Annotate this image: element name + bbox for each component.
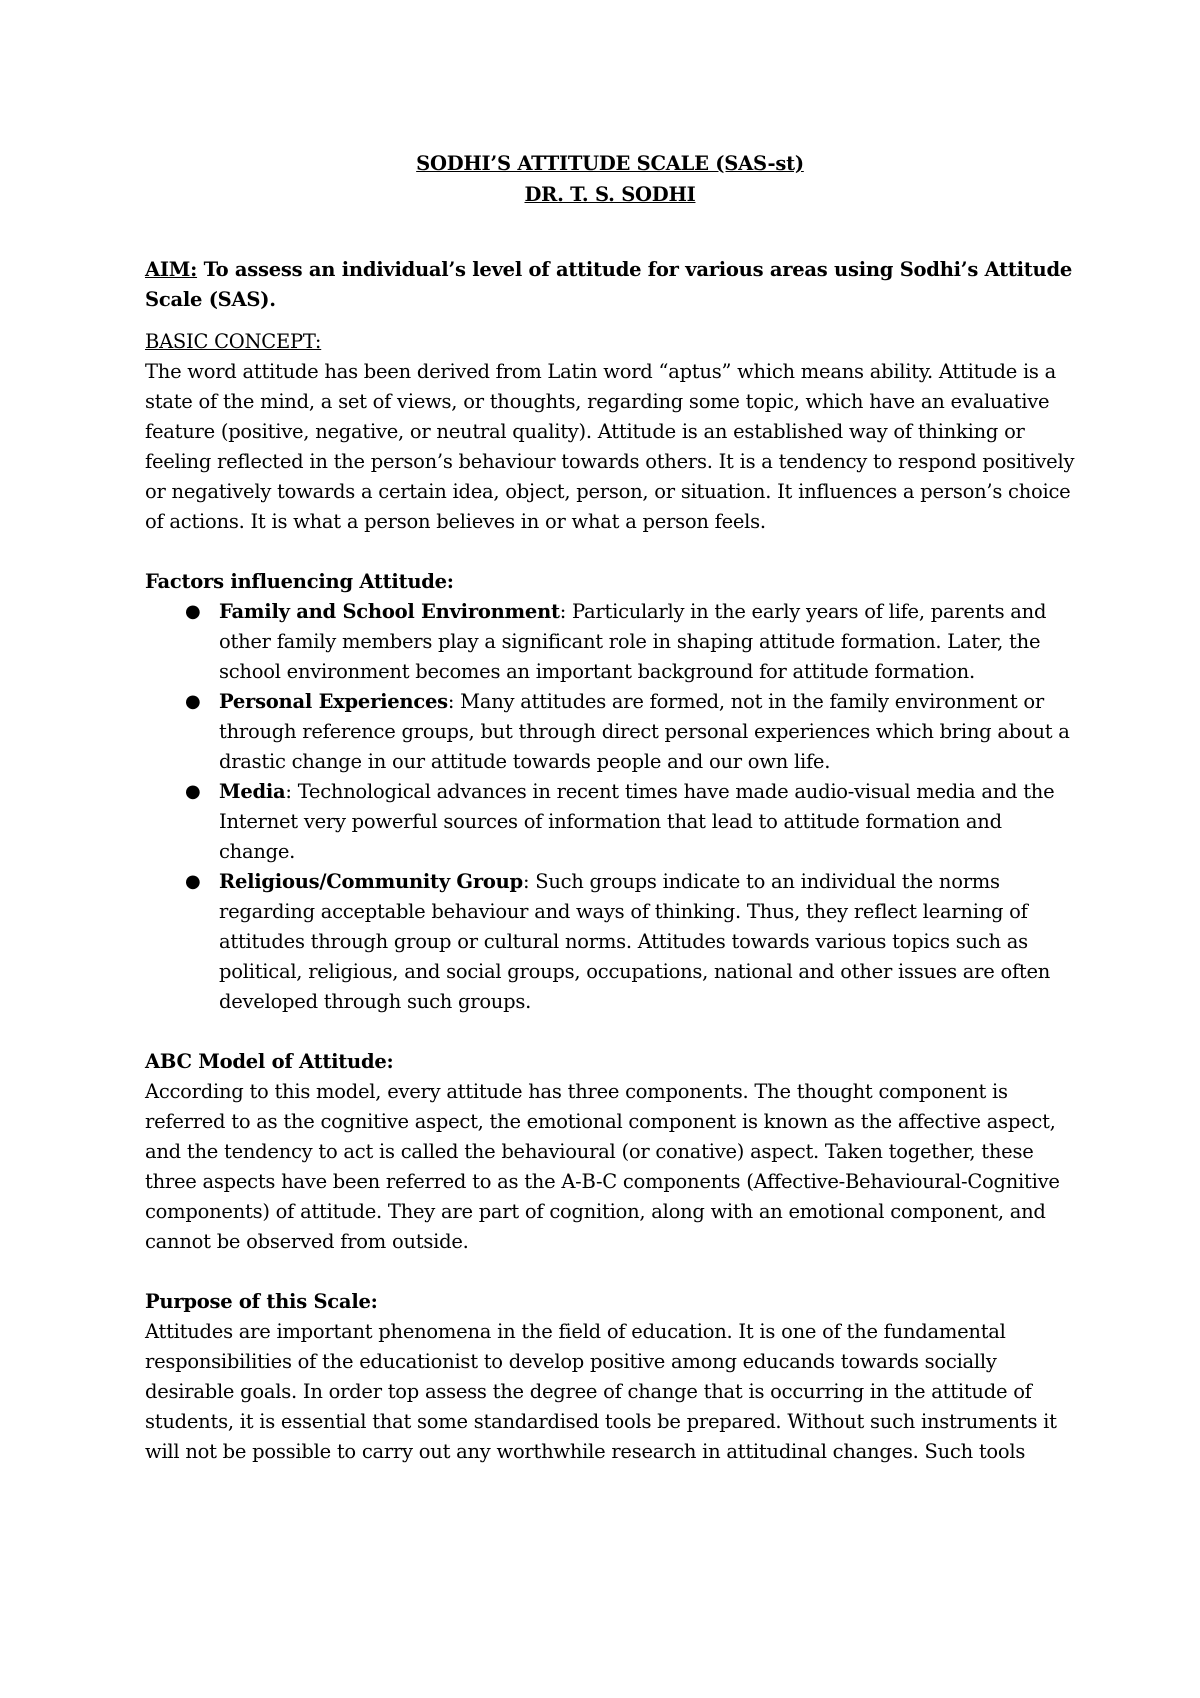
bullet-icon: ● [185, 781, 201, 802]
abc-model-heading: ABC Model of Attitude: [145, 1050, 394, 1073]
aim-paragraph [145, 255, 1075, 315]
document-title [145, 148, 1075, 210]
list-item [145, 597, 1075, 687]
factors-heading: Factors influencing Attitude: [145, 570, 454, 593]
factor-term: Media [219, 780, 286, 803]
list-item [145, 867, 1075, 1017]
list-item [145, 687, 1075, 777]
purpose-section [145, 1287, 1075, 1467]
factor-text: : Particularly in the early years of life, parents and other family members play a significant role in shaping attitude formation. Later, the school environment becomes an important background for attitude formation. [219, 600, 1047, 683]
factor-text: : Many attitudes are formed, not in the family environment or through reference groups, but through direct personal experiences which bring about a drastic change in our attitude towards people and our own life. [219, 690, 1070, 773]
factors-section [145, 567, 1075, 1017]
title-line-2: DR. T. S. SODHI [524, 183, 696, 206]
bullet-icon: ● [185, 691, 201, 712]
factors-list [145, 597, 1075, 1017]
document-page [145, 148, 1075, 1467]
factor-term: Personal Experiences [219, 690, 448, 713]
aim-label: AIM: [145, 258, 198, 281]
aim-text: To assess an individual’s level of attitude for various areas using Sodhi’s Attitude Scale (SAS). [145, 258, 1073, 311]
factor-term: Religious/Community Group [219, 870, 523, 893]
title-line-1: SODHI’S ATTITUDE SCALE (SAS-st) [416, 152, 804, 175]
basic-concept-heading: BASIC CONCEPT: [145, 330, 322, 353]
abc-model-section [145, 1047, 1075, 1257]
bullet-icon: ● [185, 871, 201, 892]
list-item [145, 777, 1075, 867]
factor-text: : Technological advances in recent times have made audio-visual media and the Internet very powerful sources of information that lead to attitude formation and change. [219, 780, 1055, 863]
purpose-text: Attitudes are important phenomena in the field of education. It is one of the fundamental responsibilities of the educationist to develop positive among educands towards socially desirable goals. In order top assess the degree of change that is occurring in the attitude of students, it is essential that some standardised tools be prepared. Without such instruments it will not be possible to carry out any worthwhile research in attitudinal changes. Such tools [145, 1320, 1057, 1463]
factor-text: : Such groups indicate to an individual the norms regarding acceptable behaviour and ways of thinking. Thus, they reflect learning of attitudes through group or cultural norms. Attitudes towards various topics such as political, religious, and social groups, occupations, national and other issues are often developed through such groups. [219, 870, 1051, 1013]
basic-concept-text: The word attitude has been derived from Latin word “aptus” which means ability. Attitude is a state of the mind, a set of views, or thoughts, regarding some topic, which have an evaluative feature (positive, negative, or neutral quality). Attitude is an established way of thinking or feeling reflected in the person’s behaviour towards others. It is a tendency to respond positively or negatively towards a certain idea, object, person, or situation. It influences a person’s choice of actions. It is what a person believes in or what a person feels. [145, 360, 1075, 533]
purpose-heading: Purpose of this Scale: [145, 1290, 378, 1313]
bullet-icon: ● [185, 601, 201, 622]
basic-concept-section [145, 327, 1075, 537]
abc-model-text: According to this model, every attitude has three components. The thought component is referred to as the cognitive aspect, the emotional component is known as the affective aspect, and the tendency to act is called the behavioural (or conative) aspect. Taken together, these three aspects have been referred to as the A-B-C components (Affective-Behavioural-Cognitive components) of attitude. They are part of cognition, along with an emotional component, and cannot be observed from outside. [145, 1080, 1060, 1253]
factor-term: Family and School Environment [219, 600, 560, 623]
